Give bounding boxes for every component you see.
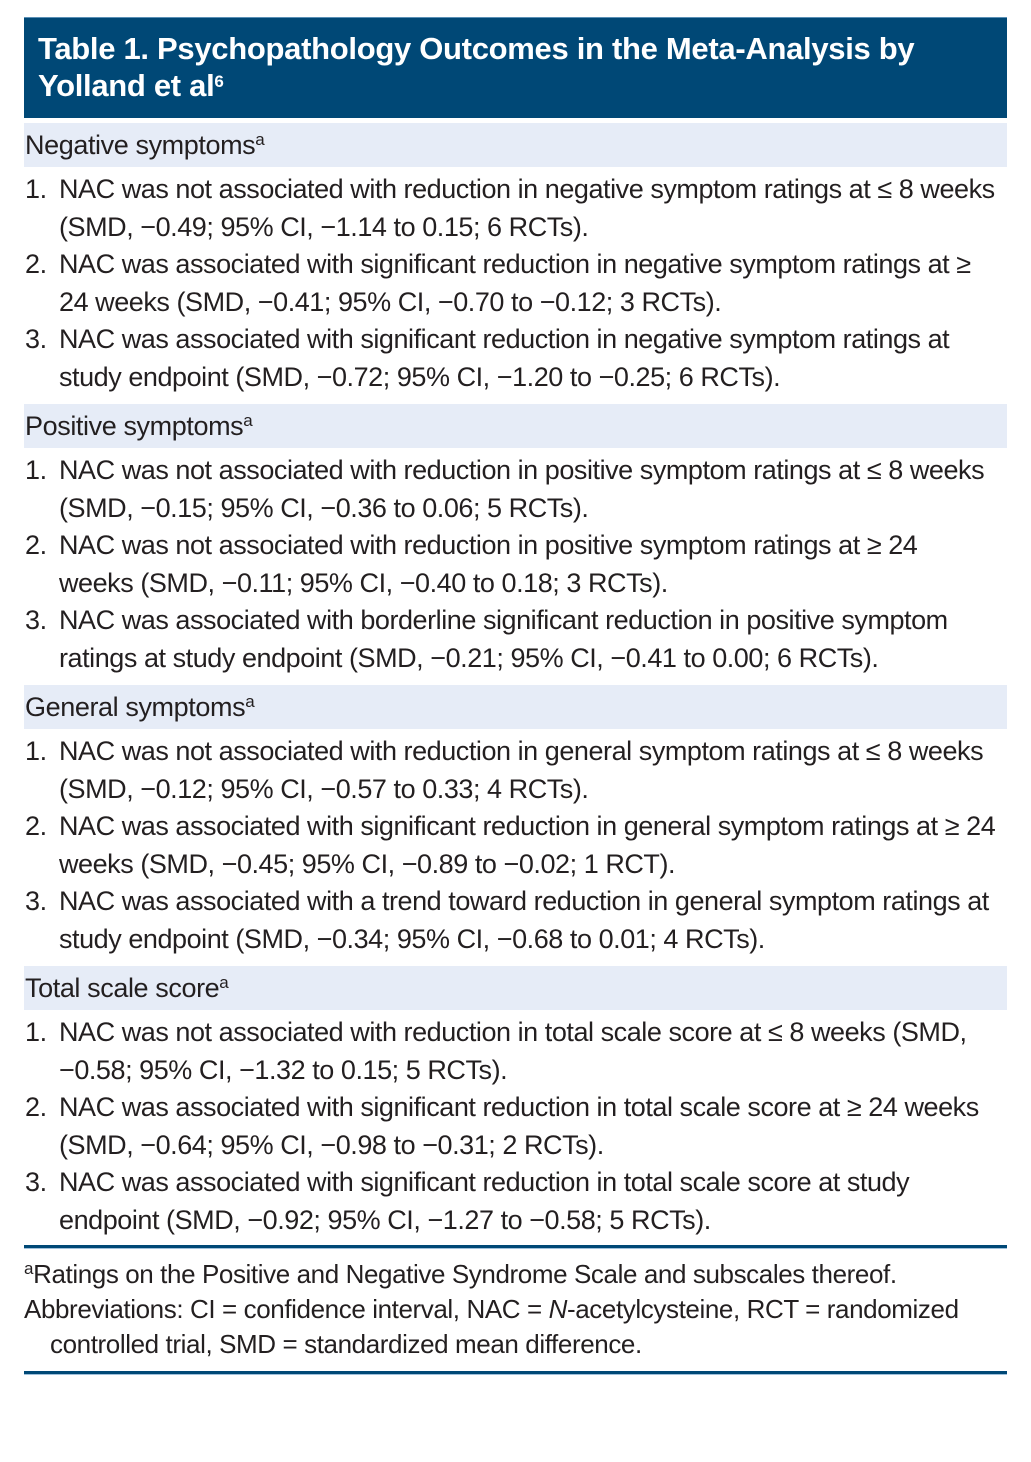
footnote-text: Ratings on the Positive and Negative Syndrome Scale and subscales thereof.	[33, 1259, 897, 1289]
list-item	[24, 883, 1007, 958]
item-text: NAC was associated with significant reduction in total scale score at study endpoint (SMD, −0.92; 95% CI, −1.27 to −0.58; 5 RCTs).	[59, 1167, 910, 1235]
item-text: NAC was associated with significant reduction in negative symptom ratings at ≥ 24 weeks (SMD, −0.41; 95% CI, −0.70 to −0.12; 3 RCTs).	[59, 249, 971, 317]
item-text: NAC was not associated with reduction in positive symptom ratings at ≤ 8 weeks (SMD, −0.15; 95% CI, −0.36 to 0.06; 5 RCTs).	[59, 455, 985, 523]
item-text: NAC was not associated with reduction in total scale score at ≤ 8 weeks (SMD, −0.58; 95% CI, −1.32 to 0.15; 5 RCTs).	[59, 1017, 967, 1085]
item-text: NAC was not associated with reduction in general symptom ratings at ≤ 8 weeks (SMD, −0.12; 95% CI, −0.57 to 0.33; 4 RCTs).	[59, 736, 984, 804]
item-number: 2.	[25, 1092, 47, 1122]
section-items	[24, 1010, 1007, 1242]
table	[24, 17, 1007, 1375]
section-heading	[24, 404, 1007, 448]
section-items	[24, 448, 1007, 680]
item-text: NAC was associated with significant reduction in total scale score at ≥ 24 weeks (SMD, −0.64; 95% CI, −0.98 to −0.31; 2 RCTs).	[59, 1092, 979, 1160]
table-title	[24, 17, 1007, 118]
list-item	[24, 1014, 1007, 1089]
item-text: NAC was associated with borderline significant reduction in positive symptom ratings at study endpoint (SMD, −0.21; 95% CI, −0.41 to 0.00; 6 RCTs).	[59, 605, 948, 673]
list-item	[24, 733, 1007, 808]
footnote-marker: a	[219, 973, 229, 992]
list-item	[24, 1089, 1007, 1164]
section-heading-text: General symptoms	[25, 692, 246, 722]
item-number: 1.	[25, 736, 47, 766]
footnote-marker: a	[245, 692, 255, 711]
title-text: Table 1. Psychopathology Outcomes in the Meta-Analysis by Yolland et al	[38, 31, 915, 103]
item-number: 1.	[25, 1017, 47, 1047]
item-text: NAC was not associated with reduction in negative symptom ratings at ≤ 8 weeks (SMD, −0.49; 95% CI, −1.14 to 0.15; 6 RCTs).	[59, 174, 995, 242]
item-number: 2.	[25, 811, 47, 841]
section-heading	[24, 123, 1007, 167]
abbrev-suffix: -acetylcysteine, RCT = randomized controlled trial, SMD = standardized mean difference.	[50, 1294, 959, 1359]
item-text: NAC was not associated with reduction in positive symptom ratings at ≥ 24 weeks (SMD, −0.11; 95% CI, −0.40 to 0.18; 3 RCTs).	[59, 530, 918, 598]
section-heading-text: Positive symptoms	[25, 411, 244, 441]
bottom-divider	[24, 1371, 1007, 1375]
section-items	[24, 729, 1007, 961]
list-item	[24, 1164, 1007, 1239]
section-heading	[24, 685, 1007, 729]
list-item	[24, 808, 1007, 883]
abbrev-prefix: Abbreviations: CI = confidence interval, NAC =	[24, 1294, 549, 1324]
item-number: 3.	[25, 886, 47, 916]
footnote	[24, 1257, 1007, 1292]
item-number: 3.	[25, 605, 47, 635]
item-text: NAC was associated with significant reduction in general symptom ratings at ≥ 24 weeks (SMD, −0.45; 95% CI, −0.89 to −0.02; 1 RCT).	[59, 811, 996, 879]
list-item	[24, 527, 1007, 602]
list-item	[24, 246, 1007, 321]
section-items	[24, 167, 1007, 399]
list-item	[24, 602, 1007, 677]
section-heading-text: Total scale score	[25, 973, 220, 1003]
item-number: 3.	[25, 324, 47, 354]
table-footer	[24, 1249, 1007, 1368]
item-number: 3.	[25, 1167, 47, 1197]
list-item	[24, 321, 1007, 396]
item-number: 1.	[25, 174, 47, 204]
item-number: 2.	[25, 249, 47, 279]
item-text: NAC was associated with a trend toward reduction in general symptom ratings at study endpoint (SMD, −0.34; 95% CI, −0.68 to 0.01; 4 RCTs).	[59, 886, 989, 954]
footnote-marker: a	[24, 1259, 34, 1278]
section-heading	[24, 966, 1007, 1010]
item-number: 2.	[25, 530, 47, 560]
section-heading-text: Negative symptoms	[25, 130, 256, 160]
title-reference: 6	[214, 72, 224, 91]
list-item	[24, 171, 1007, 246]
list-item	[24, 452, 1007, 527]
footnote-marker: a	[255, 130, 265, 149]
abbreviations	[24, 1292, 1007, 1362]
item-text: NAC was associated with significant reduction in negative symptom ratings at study endpoint (SMD, −0.72; 95% CI, −1.20 to −0.25; 6 RCTs).	[59, 324, 950, 392]
abbrev-italic: N	[548, 1294, 567, 1324]
table-body	[24, 123, 1007, 1242]
footnote-marker: a	[243, 411, 253, 430]
item-number: 1.	[25, 455, 47, 485]
